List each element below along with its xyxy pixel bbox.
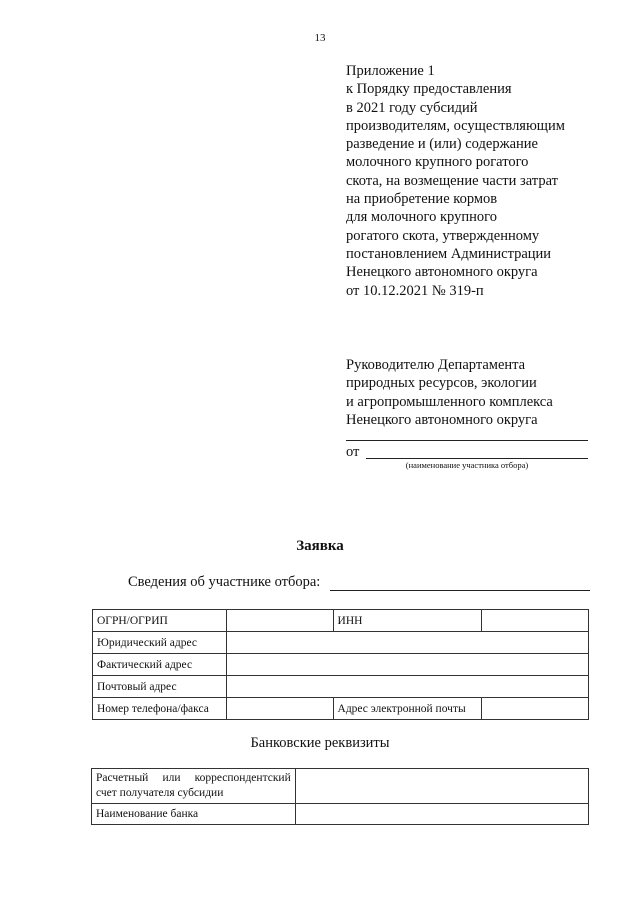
appendix-line: от 10.12.2021 № 319-п	[346, 282, 484, 299]
actual-address-label: Фактический адрес	[93, 654, 227, 676]
postal-address-label: Почтовый адрес	[93, 676, 227, 698]
appendix-line: скота, на возмещение части затрат	[346, 172, 558, 189]
appendix-line: Приложение 1	[346, 63, 435, 79]
account-label	[92, 769, 296, 804]
participant-info-line[interactable]	[330, 590, 590, 591]
addressee-line: природных ресурсов, экологии	[346, 375, 537, 392]
page-number: 13	[314, 32, 326, 44]
appendix-line: в 2021 году субсидий	[346, 99, 478, 116]
account-cell[interactable]	[295, 769, 588, 804]
inn-cell[interactable]	[482, 610, 589, 632]
bank-details-title: Банковские реквизиты	[250, 735, 390, 751]
table-row	[93, 610, 589, 632]
email-label: Адрес электронной почты	[333, 698, 482, 720]
addressee-block	[346, 356, 616, 429]
appendix-line: на приобретение кормов	[346, 191, 498, 208]
appendix-line: Ненецкого автономного округа	[346, 264, 538, 281]
participant-info-label: Сведения об участнике отбора:	[128, 574, 321, 590]
from-row	[346, 444, 588, 460]
participant-info-row	[128, 574, 590, 592]
document-title: Заявка	[296, 538, 344, 554]
bank-table	[91, 768, 589, 825]
appendix-line: рогатого скота, утвержденному	[346, 227, 540, 244]
appendix-line: для молочного крупного	[346, 209, 497, 226]
account-label-line: Расчетный или корреспондентский	[96, 772, 291, 784]
appendix-line: молочного крупного рогатого	[346, 154, 529, 171]
table-row	[93, 698, 589, 720]
table-row	[92, 769, 589, 804]
inn-label: ИНН	[333, 610, 482, 632]
participant-table	[92, 609, 589, 720]
bank-name-cell[interactable]	[295, 804, 588, 825]
phone-cell[interactable]	[226, 698, 333, 720]
phone-label: Номер телефона/факса	[93, 698, 227, 720]
ogrn-label: ОГРН/ОГРИП	[93, 610, 227, 632]
table-row	[93, 632, 589, 654]
from-label: от	[346, 444, 360, 460]
appendix-line: разведение и (или) содержание	[346, 136, 538, 153]
appendix-line: постановлением Администрации	[346, 245, 552, 262]
table-row	[93, 676, 589, 698]
bank-name-label: Наименование банка	[92, 804, 296, 825]
appendix-line: к Порядку предоставления	[346, 81, 512, 98]
legal-address-cell[interactable]	[226, 632, 588, 654]
actual-address-cell[interactable]	[226, 654, 588, 676]
appendix-header	[346, 62, 616, 300]
legal-address-label: Юридический адрес	[93, 632, 227, 654]
addressee-signature-line[interactable]	[346, 440, 588, 441]
participant-name-line[interactable]	[366, 458, 588, 459]
account-label-line: счет получателя субсидии	[96, 787, 224, 799]
ogrn-cell[interactable]	[226, 610, 333, 632]
addressee-line: Ненецкого автономного округа	[346, 411, 538, 428]
email-cell[interactable]	[482, 698, 589, 720]
table-row	[93, 654, 589, 676]
table-row	[92, 804, 589, 825]
postal-address-cell[interactable]	[226, 676, 588, 698]
addressee-line: и агропромышленного комплекса	[346, 393, 553, 410]
addressee-line: Руководителю Департамента	[346, 357, 526, 373]
appendix-line: производителям, осуществляющим	[346, 117, 565, 134]
from-caption: (наименование участника отбора)	[405, 460, 529, 470]
